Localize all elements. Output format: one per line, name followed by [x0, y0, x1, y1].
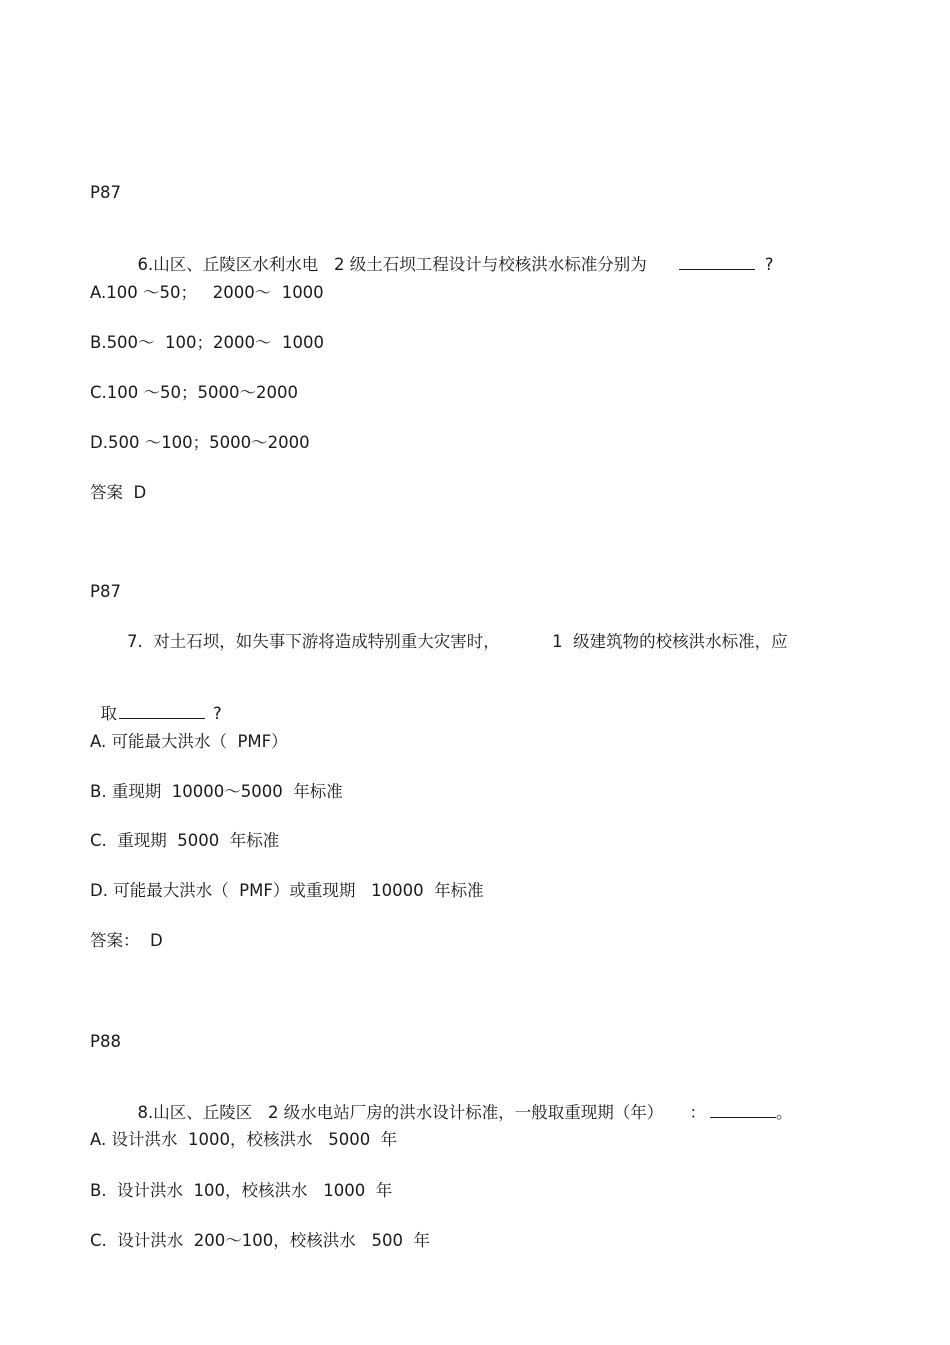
option-c: C. 重现期 5000 年标准	[90, 831, 280, 850]
question-text: 取	[100, 704, 117, 723]
option-a: A. 设计洪水 1000，校核洪水 5000 年	[90, 1130, 398, 1149]
question-stem: 7. 对土石坝，如失事下游将造成特别重大灾害时， 1 级建筑物的校核洪水标准，应	[127, 632, 788, 651]
answer: 答案 D	[90, 483, 147, 502]
page-ref: P87	[90, 183, 121, 202]
question-stem	[127, 1081, 792, 1123]
option-d: D. 可能最大洪水（ PMF）或重现期 10000 年标准	[90, 881, 484, 900]
answer-blank	[679, 253, 755, 270]
answer-blank	[119, 702, 205, 719]
question-mark: ?	[213, 704, 222, 723]
option-d: D.500 ～100；5000～2000	[90, 433, 310, 452]
question-mark: ?	[764, 255, 774, 274]
option-a: A. 可能最大洪水（ PMF）	[90, 732, 288, 751]
option-b: B. 重现期 10000～5000 年标准	[90, 782, 343, 801]
answer: 答案： D	[90, 931, 163, 950]
answer-blank	[710, 1101, 776, 1118]
question-text: 8.山区、丘陵区 2 级水电站厂房的洪水设计标准，一般取重现期（年） ：	[137, 1103, 706, 1122]
period: 。	[775, 1103, 793, 1122]
question-text: 6.山区、丘陵区水利水电 2 级土石坝工程设计与校核洪水标准分别为	[137, 255, 647, 274]
option-a: A.100 ～50； 2000～ 1000	[90, 283, 324, 302]
page-ref: P87	[90, 582, 121, 601]
option-b: B. 设计洪水 100，校核洪水 1000 年	[90, 1181, 393, 1200]
option-b: B.500～ 100；2000～ 1000	[90, 333, 325, 352]
option-c: C.100 ～50；5000～2000	[90, 383, 298, 402]
question-stem	[127, 233, 774, 275]
page-ref: P88	[90, 1032, 121, 1051]
question-stem-continued	[90, 682, 222, 724]
option-c: C. 设计洪水 200～100，校核洪水 500 年	[90, 1231, 430, 1250]
